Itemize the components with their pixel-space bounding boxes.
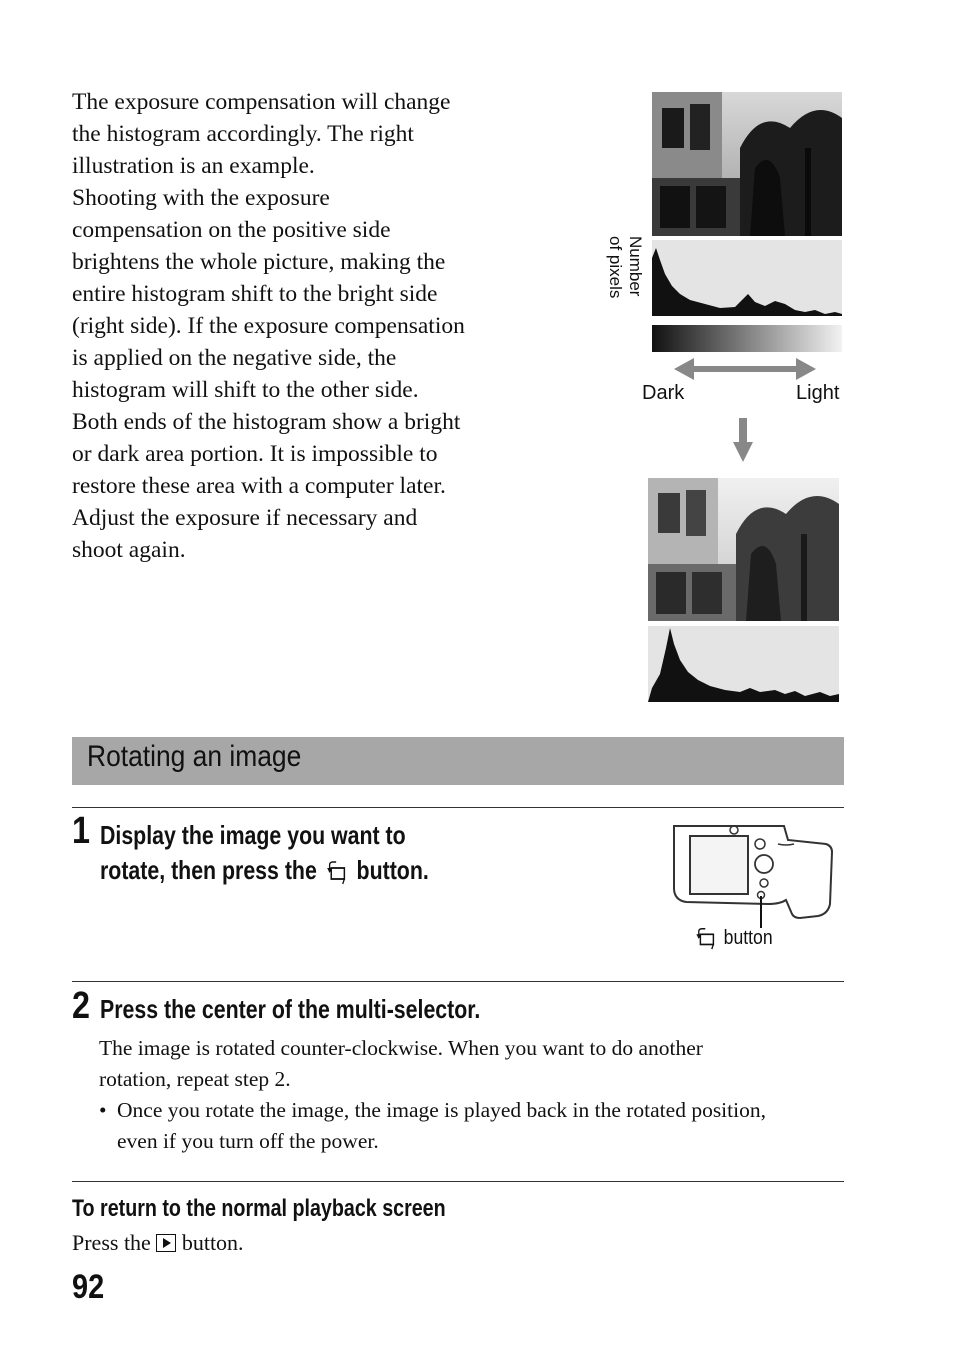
histogram-illustration [590,88,850,708]
intro-line: illustration is an example. [72,153,315,179]
page-number: 92 [72,1268,105,1306]
histogram-before [652,240,842,316]
button-callout [692,926,773,950]
step1-line2-text: rotate, then press the [100,855,317,885]
rotate-icon [692,926,720,950]
step1-line2 [100,853,429,888]
step1-line2-end: button. [356,855,429,885]
intro-line: compensation on the positive side [72,217,391,243]
photo-before [652,92,842,236]
step2-bullet-line1: Once you rotate the image, the image is played back in the rotated position, [117,1098,766,1122]
rotate-icon [323,859,351,885]
intro-line: or dark area portion. It is impossible to [72,441,438,467]
step2-heading: Press the center of the multi-selector. [100,994,481,1024]
return-text-after: button. [181,1230,244,1255]
divider [72,981,844,982]
intro-line: is applied on the negative side, the [72,345,397,371]
intro-line: Adjust the exposure if necessary and [72,505,418,531]
down-arrow-icon [733,418,753,462]
intro-line: restore these area with a computer later. [72,473,446,499]
y-axis-label-line1: Number [626,236,645,297]
step-number: 2 [72,985,90,1027]
intro-line: The exposure compensation will change [72,89,451,115]
return-text [72,1228,244,1258]
step2-body [99,1033,849,1157]
light-label: Light [796,382,840,404]
intro-line: (right side). If the exposure compensation [72,313,465,339]
intro-line: the histogram accordingly. The right [72,121,414,147]
step2-body-line1: The image is rotated counter-clockwise. When you want to do another [99,1036,703,1060]
photo-after [648,478,839,621]
dark-label: Dark [642,382,685,404]
intro-line: brightens the whole picture, making the [72,249,446,275]
intro-paragraph [72,86,502,566]
divider [72,1181,844,1182]
divider [72,807,844,808]
bullet-marker: • [99,1098,107,1122]
step1-instruction [100,818,429,888]
intro-line: shoot again. [72,537,186,563]
step-number: 1 [72,810,90,852]
button-callout-label: button [723,926,773,949]
step2-bullet-line2: even if you turn off the power. [117,1129,379,1153]
section-title: Rotating an image [87,740,302,773]
intro-line: Both ends of the histogram show a bright [72,409,461,435]
return-heading: To return to the normal playback screen [72,1195,446,1222]
step1-line1: Display the image you want to [100,820,406,850]
y-axis-label-line2: of pixels [606,236,625,299]
tone-gradient-bar [652,325,842,352]
return-text-before: Press the [72,1230,151,1255]
step2-body-line2: rotation, repeat step 2. [99,1067,291,1091]
intro-line: histogram will shift to the other side. [72,377,419,403]
histogram-after [648,626,839,702]
double-arrow-icon [674,358,816,380]
intro-line: entire histogram shift to the bright side [72,281,438,307]
step2-bullet-item [99,1095,849,1157]
intro-line: Shooting with the exposure [72,185,330,211]
playback-icon [156,1234,176,1252]
